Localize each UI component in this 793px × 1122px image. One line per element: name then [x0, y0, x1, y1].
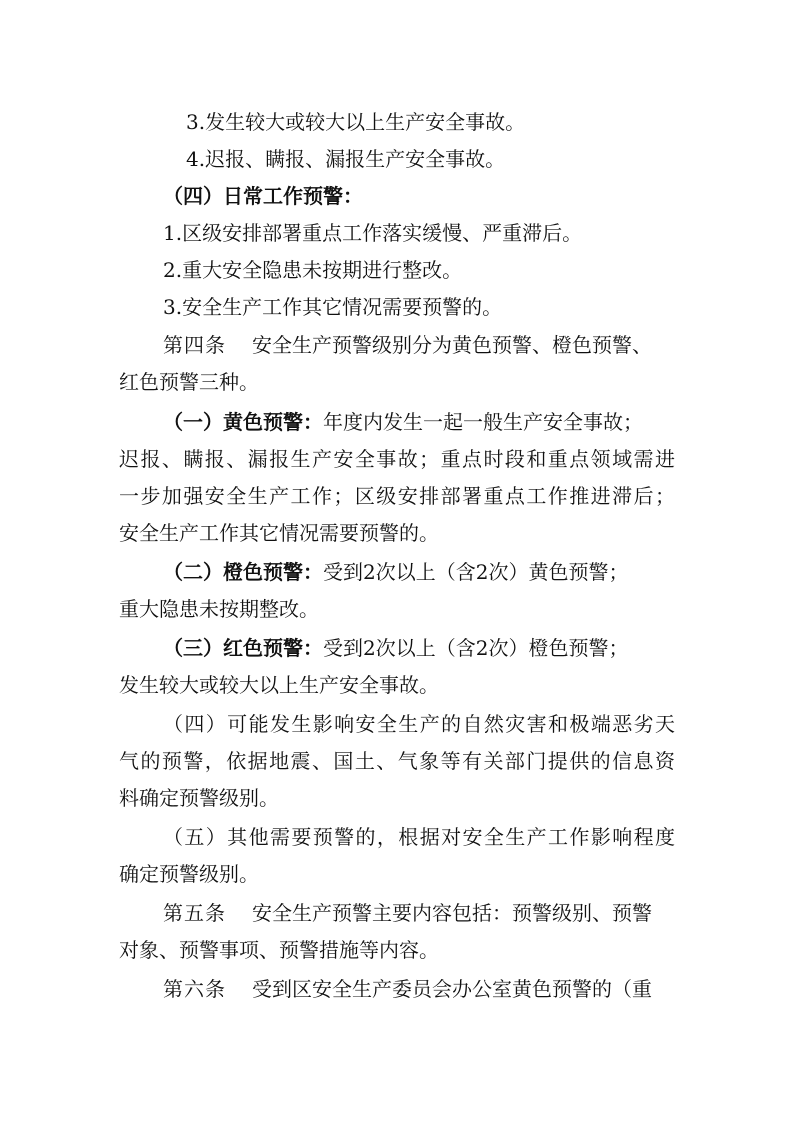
article-6-label: 第六条: [163, 977, 226, 1001]
list-item-3-other-situations: 3.安全生产工作其它情况需要预警的。: [163, 295, 503, 319]
list-item-3-major-accident: 3.发生较大或较大以上生产安全事故。: [186, 110, 526, 134]
red-warning-line-2: 发生较大或较大以上生产安全事故。: [119, 673, 439, 697]
orange-warning-line-2: 重大隐患未按期整改。: [119, 597, 319, 621]
article-5-text: 安全生产预警主要内容包括：预警级别、预警: [252, 901, 652, 925]
list-item-1-slow-implementation: 1.区级安排部署重点工作落实缓慢、严重滞后。: [163, 221, 583, 245]
yellow-warning-label: （一）黄色预警：: [163, 410, 323, 434]
yellow-warning-line-3: 一步加强安全生产工作；区级安排部署重点工作推进滞后；: [119, 484, 675, 508]
section-heading-daily-work-warning: （四）日常工作预警：: [163, 184, 363, 208]
red-warning-text: 受到2次以上（含2次）橙色预警；: [323, 636, 629, 660]
yellow-warning-line-4: 安全生产工作其它情况需要预警的。: [119, 521, 439, 545]
list-item-4-late-report: 4.迟报、瞒报、漏报生产安全事故。: [186, 147, 506, 171]
item-4-natural-disaster-line-2: 气的预警，依据地震、国土、气象等有关部门提供的信息资: [119, 749, 675, 773]
item-4-natural-disaster-line-1: （四）可能发生影响安全生产的自然灾害和极端恶劣天: [163, 712, 675, 736]
item-4-natural-disaster-line-3: 料确定预警级别。: [119, 786, 279, 810]
article-5-first-line: [163, 895, 683, 931]
article-4-first-line: [163, 327, 683, 363]
item-5-other-line-2: 确定预警级别。: [119, 862, 259, 886]
yellow-warning-line-2: 迟报、瞒报、漏报生产安全事故；重点时段和重点领域需进: [119, 447, 675, 471]
yellow-warning-first-line: [163, 404, 683, 440]
yellow-warning-text: 年度内发生一起一般生产安全事故；: [323, 410, 643, 434]
orange-warning-first-line: [163, 554, 683, 590]
orange-warning-label: （二）橙色预警：: [163, 560, 323, 584]
article-4-text: 安全生产预警级别分为黄色预警、橙色预警、: [252, 333, 652, 357]
orange-warning-text: 受到2次以上（含2次）黄色预警；: [323, 560, 629, 584]
article-6-text: 受到区安全生产委员会办公室黄色预警的（重: [252, 977, 652, 1001]
article-4-second-line: 红色预警三种。: [119, 370, 259, 394]
item-5-other-line-1: （五）其他需要预警的，根据对安全生产工作影响程度: [163, 825, 675, 849]
red-warning-first-line: [163, 630, 683, 666]
article-5-label: 第五条: [163, 901, 226, 925]
article-4-label: 第四条: [163, 333, 226, 357]
article-5-second-line: 对象、预警事项、预警措施等内容。: [119, 938, 439, 962]
list-item-2-hazard-rectification: 2.重大安全隐患未按期进行整改。: [163, 258, 463, 282]
article-6-first-line: [163, 971, 683, 1007]
red-warning-label: （三）红色预警：: [163, 636, 323, 660]
